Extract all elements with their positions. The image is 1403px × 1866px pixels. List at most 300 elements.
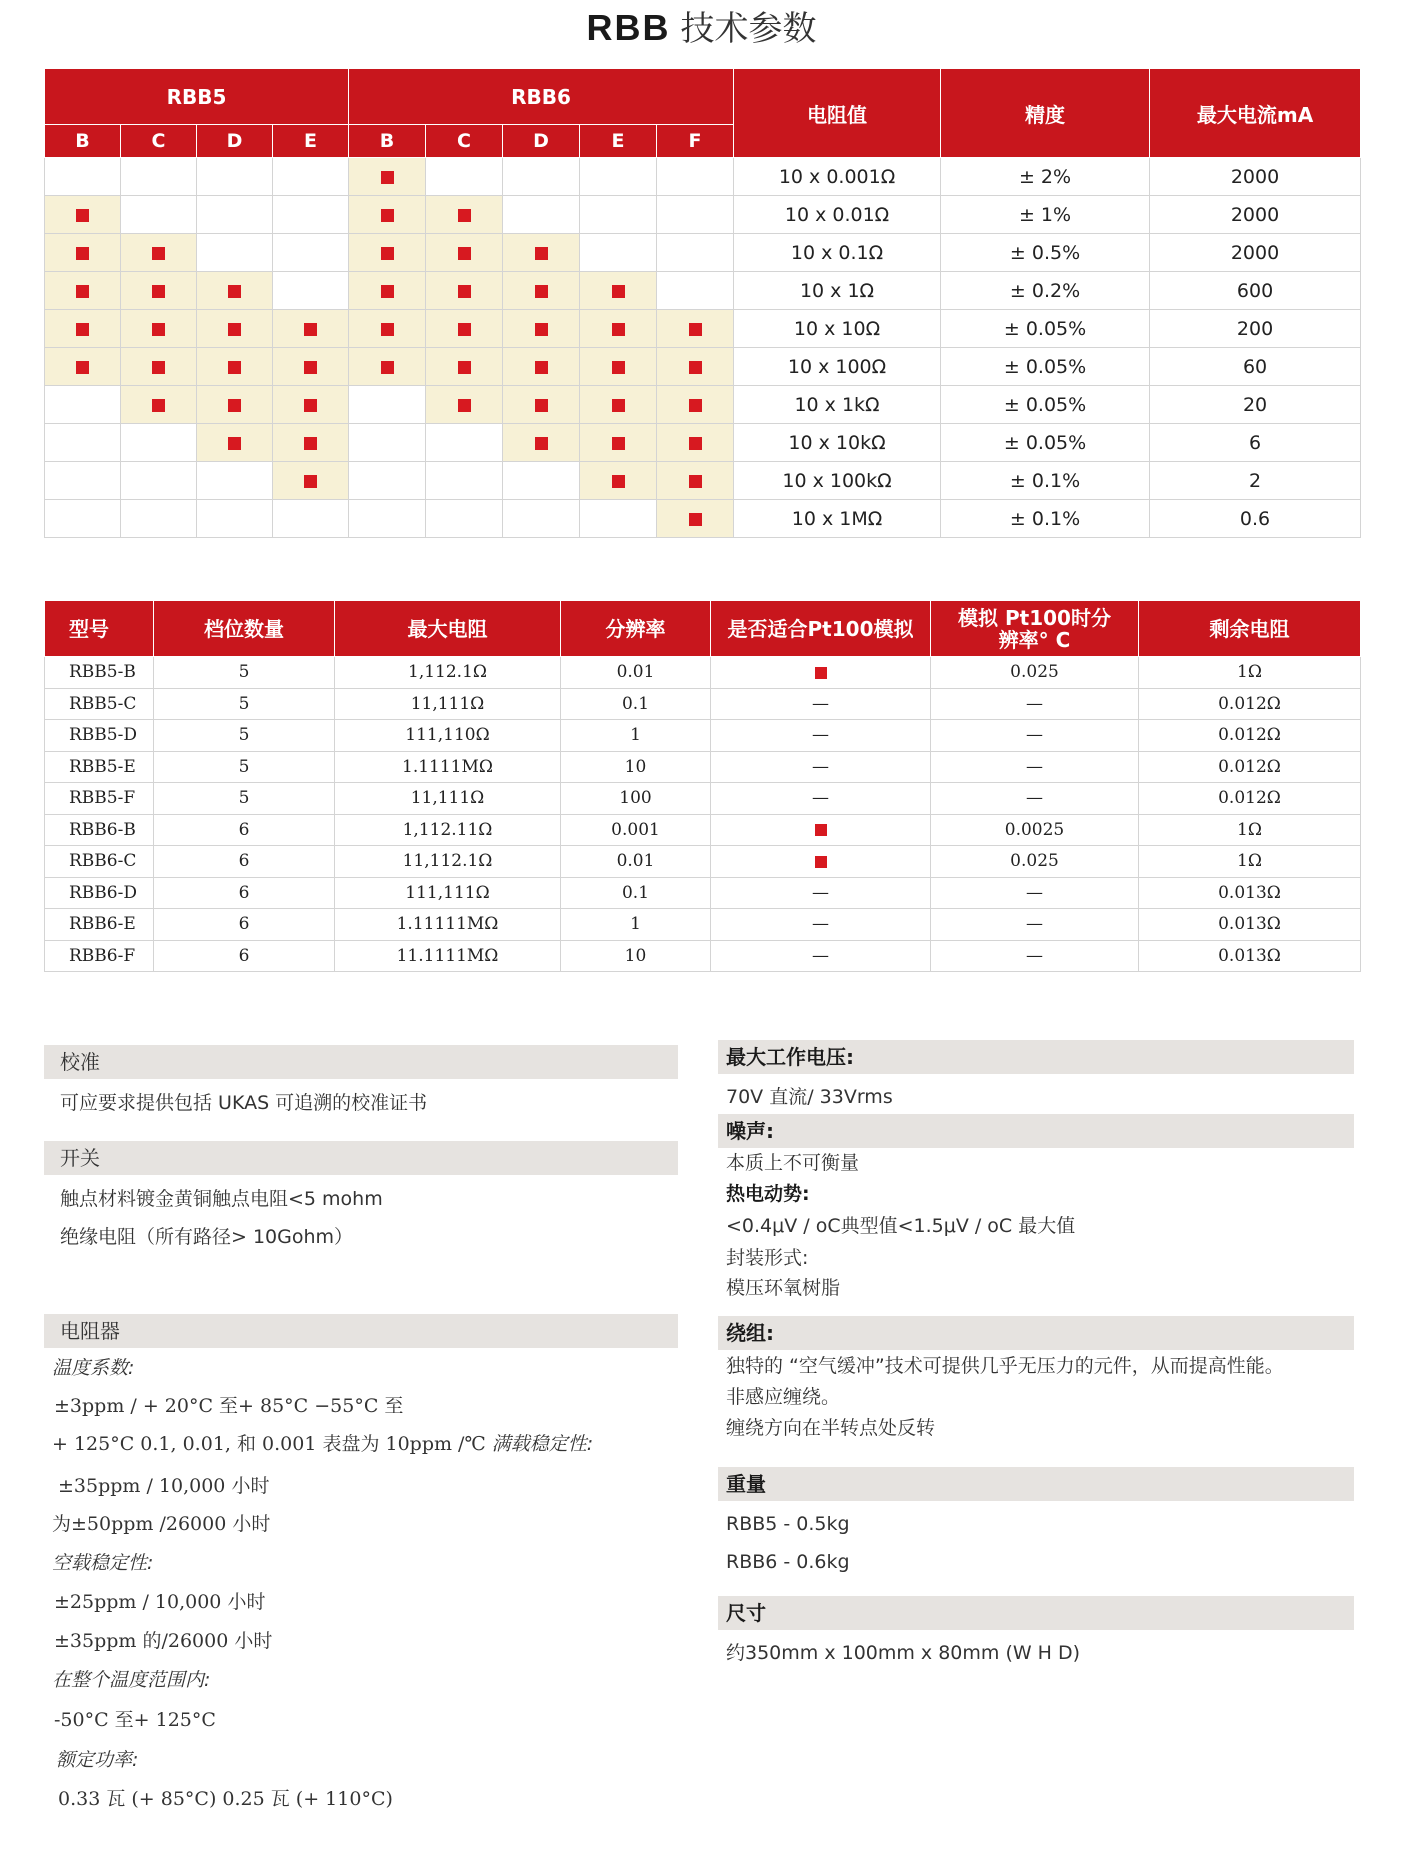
available-marker-icon xyxy=(458,209,471,222)
availability-cell xyxy=(580,424,657,462)
available-marker-icon xyxy=(612,285,625,298)
resolution-cell: 1 xyxy=(561,720,711,752)
table-row xyxy=(45,500,1361,538)
pt100-resolution-cell: 0.025 xyxy=(931,846,1139,878)
table-row xyxy=(45,909,1361,941)
accuracy-value: ± 0.5% xyxy=(941,234,1150,272)
availability-cell xyxy=(197,424,273,462)
availability-cell xyxy=(273,234,349,272)
table-row xyxy=(45,846,1361,878)
thermal-emf-text: <0.4μV / oC典型值<1.5μV / oC 最大值 xyxy=(726,1215,1076,1237)
max-current-value: 200 xyxy=(1150,310,1361,348)
availability-cell xyxy=(197,158,273,196)
switch-section-title: 开关 xyxy=(44,1141,678,1175)
availability-cell xyxy=(580,310,657,348)
availability-cell xyxy=(45,234,121,272)
availability-cell xyxy=(197,196,273,234)
available-marker-icon xyxy=(612,399,625,412)
available-marker-icon xyxy=(304,361,317,374)
available-marker-icon xyxy=(458,361,471,374)
availability-cell xyxy=(197,386,273,424)
winding-section-title: 绕组: xyxy=(718,1316,1354,1350)
table-row xyxy=(45,234,1361,272)
table-row xyxy=(45,158,1361,196)
max-current-value: 2 xyxy=(1150,462,1361,500)
availability-cell xyxy=(426,272,503,310)
switch-line-1: 触点材料镀金黄铜触点电阻<5 mohm xyxy=(60,1188,383,1210)
title-brand: RBB xyxy=(586,7,671,48)
max-resistance-cell: 11.1111MΩ xyxy=(335,940,561,972)
max-resistance-cell: 1,112.11Ω xyxy=(335,814,561,846)
availability-cell xyxy=(45,196,121,234)
availability-cell xyxy=(273,500,349,538)
availability-cell xyxy=(45,158,121,196)
residual-resistance-cell: 0.012Ω xyxy=(1139,751,1361,783)
pt100-resolution-cell: — xyxy=(931,688,1139,720)
availability-cell xyxy=(503,272,580,310)
available-marker-icon xyxy=(612,323,625,336)
pt100-suitable-cell: — xyxy=(711,720,931,752)
rbb5-col-header: B xyxy=(45,125,121,158)
availability-cell xyxy=(273,272,349,310)
availability-cell xyxy=(349,424,426,462)
availability-cell xyxy=(197,272,273,310)
max-resistance-cell: 1,112.1Ω xyxy=(335,657,561,689)
available-marker-icon xyxy=(228,399,241,412)
available-marker-icon xyxy=(612,475,625,488)
available-marker-icon xyxy=(152,285,165,298)
pt100-suitable-cell xyxy=(711,846,931,878)
resistance-value: 10 x 100Ω xyxy=(734,348,941,386)
availability-cell xyxy=(349,462,426,500)
availability-cell xyxy=(426,500,503,538)
availability-cell xyxy=(426,234,503,272)
pt100-suitable-cell: — xyxy=(711,909,931,941)
availability-cell xyxy=(121,234,197,272)
available-marker-icon xyxy=(76,285,89,298)
package-text: 模压环氧树脂 xyxy=(726,1277,841,1299)
rbb6-col-header: B xyxy=(349,125,426,158)
temp-range-value: -50°C 至+ 125°C xyxy=(54,1709,216,1731)
rated-power-label: 额定功率: xyxy=(56,1749,139,1771)
steps-cell: 5 xyxy=(154,657,335,689)
resolution-cell: 0.1 xyxy=(561,877,711,909)
model-cell: RBB5-C xyxy=(45,688,154,720)
no-load-stability-line-1: ±25ppm / 10,000 小时 xyxy=(54,1591,266,1613)
accuracy-value: ± 2% xyxy=(941,158,1150,196)
model-cell: RBB5-B xyxy=(45,657,154,689)
available-marker-icon xyxy=(612,437,625,450)
pt100-resolution-cell: — xyxy=(931,783,1139,815)
available-marker-icon xyxy=(381,171,394,184)
available-marker-icon xyxy=(152,399,165,412)
steps-cell: 5 xyxy=(154,688,335,720)
winding-line-1: 独特的 “空气缓冲”技术可提供几乎无压力的元件，从而提高性能。 xyxy=(726,1355,1284,1377)
availability-cell xyxy=(657,424,734,462)
pt100-suitable-cell: — xyxy=(711,688,931,720)
resolution-cell: 0.01 xyxy=(561,846,711,878)
accuracy-value: ± 0.05% xyxy=(941,310,1150,348)
available-marker-icon xyxy=(689,437,702,450)
max-resistance-cell: 1.11111MΩ xyxy=(335,909,561,941)
model-cell: RBB6-D xyxy=(45,877,154,909)
resistance-value: 10 x 0.01Ω xyxy=(734,196,941,234)
full-load-stability-line-2: 为±50ppm /26000 小时 xyxy=(52,1513,271,1535)
availability-cell xyxy=(121,386,197,424)
pt100-suitable-cell: — xyxy=(711,783,931,815)
resistor-section-title: 电阻器 xyxy=(44,1314,678,1348)
model-cell: RBB6-B xyxy=(45,814,154,846)
size-text xyxy=(726,1640,1080,1666)
available-marker-icon xyxy=(304,323,317,336)
availability-cell xyxy=(273,462,349,500)
temp-coefficient-line-2-text: + 125°C 0.1, 0.01, 和 0.001 表盘为 10ppm /℃ xyxy=(52,1433,492,1455)
available-marker-icon xyxy=(458,323,471,336)
pt100-suitable-cell xyxy=(711,814,931,846)
available-marker-icon xyxy=(76,361,89,374)
no-load-stability-label: 空载稳定性: xyxy=(52,1552,154,1574)
availability-cell xyxy=(197,234,273,272)
resistance-value: 10 x 1Ω xyxy=(734,272,941,310)
availability-cell xyxy=(349,386,426,424)
availability-cell xyxy=(580,234,657,272)
pt100-suitable-marker-icon xyxy=(815,824,827,836)
steps-cell: 5 xyxy=(154,751,335,783)
availability-cell xyxy=(273,158,349,196)
availability-cell xyxy=(121,348,197,386)
table-row xyxy=(45,814,1361,846)
residual-resistance-cell: 0.013Ω xyxy=(1139,909,1361,941)
availability-cell xyxy=(273,386,349,424)
thermal-emf-title: 热电动势: xyxy=(726,1183,810,1205)
table-row xyxy=(45,751,1361,783)
availability-cell xyxy=(503,500,580,538)
available-marker-icon xyxy=(304,475,317,488)
availability-cell xyxy=(426,424,503,462)
pt100-resolution-cell: 0.0025 xyxy=(931,814,1139,846)
available-marker-icon xyxy=(304,399,317,412)
pt100-suitable-cell xyxy=(711,657,931,689)
availability-cell xyxy=(657,272,734,310)
switch-contact-text xyxy=(60,1186,383,1212)
model-cell: RBB6-C xyxy=(45,846,154,878)
pt100-suitable-marker-icon xyxy=(815,667,827,679)
resistance-value: 10 x 10Ω xyxy=(734,310,941,348)
accuracy-value: ± 0.05% xyxy=(941,386,1150,424)
available-marker-icon xyxy=(152,361,165,374)
max-current-value: 2000 xyxy=(1150,196,1361,234)
available-marker-icon xyxy=(612,361,625,374)
availability-cell xyxy=(503,386,580,424)
residual-resistance-header: 剩余电阻 xyxy=(1139,601,1361,657)
max-voltage-text: 70V 直流/ 33Vrms xyxy=(726,1086,893,1108)
resolution-cell: 0.01 xyxy=(561,657,711,689)
residual-resistance-cell: 0.013Ω xyxy=(1139,940,1361,972)
model-cell: RBB6-E xyxy=(45,909,154,941)
winding-line-3: 缠绕方向在半转点处反转 xyxy=(726,1417,936,1439)
pt100-resolution-header: 模拟 Pt100时分辨率° C xyxy=(931,601,1139,657)
availability-cell xyxy=(273,424,349,462)
available-marker-icon xyxy=(689,323,702,336)
model-cell: RBB6-F xyxy=(45,940,154,972)
available-marker-icon xyxy=(535,247,548,260)
table-row xyxy=(45,196,1361,234)
steps-cell: 6 xyxy=(154,846,335,878)
pt100-suitable-marker-icon xyxy=(815,856,827,868)
steps-cell: 6 xyxy=(154,877,335,909)
pt100-resolution-cell: — xyxy=(931,720,1139,752)
table-row xyxy=(45,940,1361,972)
max-resistance-cell: 11,112.1Ω xyxy=(335,846,561,878)
table-row xyxy=(45,877,1361,909)
availability-cell xyxy=(197,310,273,348)
available-marker-icon xyxy=(458,285,471,298)
rbb6-col-header: C xyxy=(426,125,503,158)
table-row xyxy=(45,688,1361,720)
available-marker-icon xyxy=(228,323,241,336)
switch-insulation-text: 绝缘电阻（所有路径> 10Gohm） xyxy=(60,1226,354,1248)
available-marker-icon xyxy=(689,475,702,488)
page-title xyxy=(0,6,1403,51)
availability-cell xyxy=(45,272,121,310)
steps-cell: 5 xyxy=(154,720,335,752)
residual-resistance-cell: 1Ω xyxy=(1139,657,1361,689)
available-marker-icon xyxy=(535,399,548,412)
weight-rbb5: RBB5 - 0.5kg xyxy=(726,1513,850,1535)
group-rbb6-header: RBB6 xyxy=(349,69,734,125)
max-current-value: 2000 xyxy=(1150,158,1361,196)
residual-resistance-cell: 1Ω xyxy=(1139,814,1361,846)
availability-cell xyxy=(426,196,503,234)
availability-cell xyxy=(45,348,121,386)
rbb5-col-header: C xyxy=(121,125,197,158)
availability-cell xyxy=(197,462,273,500)
available-marker-icon xyxy=(381,361,394,374)
accuracy-value: ± 0.05% xyxy=(941,424,1150,462)
model-spec-table xyxy=(44,600,1361,972)
steps-cell: 6 xyxy=(154,940,335,972)
max-current-value: 600 xyxy=(1150,272,1361,310)
available-marker-icon xyxy=(535,323,548,336)
availability-cell xyxy=(657,234,734,272)
availability-cell xyxy=(426,310,503,348)
temp-range-label: 在整个温度范围内: xyxy=(52,1669,211,1691)
size-section-title: 尺寸 xyxy=(718,1596,1354,1630)
availability-cell xyxy=(349,500,426,538)
table-row xyxy=(45,272,1361,310)
available-marker-icon xyxy=(381,209,394,222)
availability-cell xyxy=(580,196,657,234)
model-header: 型号 xyxy=(45,601,154,657)
steps-cell: 5 xyxy=(154,783,335,815)
availability-cell xyxy=(121,500,197,538)
availability-cell xyxy=(503,310,580,348)
rbb6-col-header: F xyxy=(657,125,734,158)
model-cell: RBB5-F xyxy=(45,783,154,815)
calibration-text: 可应要求提供包括 UKAS 可追溯的校准证书 xyxy=(60,1092,428,1114)
availability-cell xyxy=(580,158,657,196)
availability-cell xyxy=(657,196,734,234)
availability-cell xyxy=(273,196,349,234)
resolution-cell: 1 xyxy=(561,909,711,941)
resolution-cell: 0.1 xyxy=(561,688,711,720)
pt100-resolution-cell: — xyxy=(931,751,1139,783)
available-marker-icon xyxy=(76,209,89,222)
accuracy-value: ± 0.1% xyxy=(941,462,1150,500)
steps-cell: 6 xyxy=(154,909,335,941)
availability-cell xyxy=(45,310,121,348)
steps-header: 档位数量 xyxy=(154,601,335,657)
max-resistance-cell: 111,110Ω xyxy=(335,720,561,752)
accuracy-header: 精度 xyxy=(941,69,1150,158)
availability-cell xyxy=(197,348,273,386)
accuracy-value: ± 1% xyxy=(941,196,1150,234)
accuracy-value: ± 0.2% xyxy=(941,272,1150,310)
max-resistance-cell: 1.1111MΩ xyxy=(335,751,561,783)
availability-cell xyxy=(349,158,426,196)
pt100-resolution-cell: — xyxy=(931,909,1139,941)
max-voltage-section-title: 最大工作电压: xyxy=(718,1040,1354,1074)
resolution-cell: 100 xyxy=(561,783,711,815)
resistance-value: 10 x 0.1Ω xyxy=(734,234,941,272)
available-marker-icon xyxy=(152,323,165,336)
rbb6-col-header: D xyxy=(503,125,580,158)
pt100-suitable-cell: — xyxy=(711,751,931,783)
resolution-header: 分辨率 xyxy=(561,601,711,657)
availability-cell xyxy=(349,348,426,386)
table-row xyxy=(45,310,1361,348)
availability-cell xyxy=(657,158,734,196)
rbb5-col-header: E xyxy=(273,125,349,158)
max-resistance-cell: 111,111Ω xyxy=(335,877,561,909)
temp-coefficient-line-1: ±3ppm / + 20°C 至+ 85°C −55°C 至 xyxy=(54,1395,404,1417)
table-row xyxy=(45,657,1361,689)
max-current-header: 最大电流mA xyxy=(1150,69,1361,158)
resistance-value: 10 x 10kΩ xyxy=(734,424,941,462)
availability-cell xyxy=(349,310,426,348)
availability-cell xyxy=(349,234,426,272)
available-marker-icon xyxy=(535,361,548,374)
available-marker-icon xyxy=(535,285,548,298)
residual-resistance-cell: 0.013Ω xyxy=(1139,877,1361,909)
available-marker-icon xyxy=(304,437,317,450)
availability-cell xyxy=(121,462,197,500)
winding-line-2: 非感应缠绕。 xyxy=(726,1386,841,1408)
model-cell: RBB5-D xyxy=(45,720,154,752)
steps-cell: 6 xyxy=(154,814,335,846)
availability-cell xyxy=(426,462,503,500)
accuracy-value: ± 0.05% xyxy=(941,348,1150,386)
resistance-selection-table xyxy=(44,68,1361,538)
temp-coefficient-line-2 xyxy=(52,1431,593,1457)
max-resistance-cell: 11,111Ω xyxy=(335,688,561,720)
availability-cell xyxy=(503,424,580,462)
available-marker-icon xyxy=(228,285,241,298)
available-marker-icon xyxy=(458,399,471,412)
max-current-value: 60 xyxy=(1150,348,1361,386)
table-row xyxy=(45,462,1361,500)
title-text: 技术参数 xyxy=(680,9,817,49)
availability-cell xyxy=(580,500,657,538)
availability-cell xyxy=(657,348,734,386)
availability-cell xyxy=(657,310,734,348)
pt100-suitable-header: 是否适合Pt100模拟 xyxy=(711,601,931,657)
full-load-stability-line-1: ±35ppm / 10,000 小时 xyxy=(58,1475,270,1497)
table-row xyxy=(45,424,1361,462)
resistance-value: 10 x 1kΩ xyxy=(734,386,941,424)
weight-rbb6: RBB6 - 0.6kg xyxy=(726,1551,850,1573)
noise-section-title: 噪声: xyxy=(718,1114,1354,1148)
max-current-value: 2000 xyxy=(1150,234,1361,272)
pt100-resolution-cell: — xyxy=(931,877,1139,909)
no-load-stability-line-2: ±35ppm 的/26000 小时 xyxy=(54,1630,273,1652)
availability-cell xyxy=(45,462,121,500)
residual-resistance-cell: 0.012Ω xyxy=(1139,720,1361,752)
availability-cell xyxy=(580,462,657,500)
rbb6-col-header: E xyxy=(580,125,657,158)
rated-power-value: 0.33 瓦 (+ 85°C) 0.25 瓦 (+ 110°C) xyxy=(58,1788,393,1810)
availability-cell xyxy=(657,500,734,538)
availability-cell xyxy=(503,462,580,500)
weight-section-title: 重量 xyxy=(718,1467,1354,1501)
pt100-suitable-cell: — xyxy=(711,940,931,972)
availability-cell xyxy=(426,348,503,386)
resistance-header: 电阻值 xyxy=(734,69,941,158)
resistance-value: 10 x 0.001Ω xyxy=(734,158,941,196)
availability-cell xyxy=(121,424,197,462)
model-cell: RBB5-E xyxy=(45,751,154,783)
availability-cell xyxy=(121,196,197,234)
resistance-value: 10 x 1MΩ xyxy=(734,500,941,538)
available-marker-icon xyxy=(535,437,548,450)
rbb5-col-header: D xyxy=(197,125,273,158)
available-marker-icon xyxy=(381,323,394,336)
resolution-cell: 10 xyxy=(561,940,711,972)
availability-cell xyxy=(503,158,580,196)
available-marker-icon xyxy=(76,323,89,336)
temp-coefficient-label: 温度系数: xyxy=(52,1357,135,1379)
availability-cell xyxy=(349,196,426,234)
available-marker-icon xyxy=(228,437,241,450)
table-row xyxy=(45,386,1361,424)
table-row xyxy=(45,783,1361,815)
availability-cell xyxy=(349,272,426,310)
pt100-resolution-cell: 0.025 xyxy=(931,657,1139,689)
resistance-value: 10 x 100kΩ xyxy=(734,462,941,500)
availability-cell xyxy=(45,386,121,424)
availability-cell xyxy=(45,500,121,538)
package-label: 封装形式: xyxy=(726,1247,809,1269)
availability-cell xyxy=(121,158,197,196)
max-current-value: 6 xyxy=(1150,424,1361,462)
availability-cell xyxy=(657,386,734,424)
residual-resistance-cell: 1Ω xyxy=(1139,846,1361,878)
availability-cell xyxy=(503,348,580,386)
pt100-suitable-cell: — xyxy=(711,877,931,909)
availability-cell xyxy=(45,424,121,462)
availability-cell xyxy=(273,348,349,386)
available-marker-icon xyxy=(152,247,165,260)
availability-cell xyxy=(580,386,657,424)
max-current-value: 20 xyxy=(1150,386,1361,424)
calibration-section-title: 校准 xyxy=(44,1045,678,1079)
resolution-cell: 0.001 xyxy=(561,814,711,846)
available-marker-icon xyxy=(689,399,702,412)
max-current-value: 0.6 xyxy=(1150,500,1361,538)
noise-text: 本质上不可衡量 xyxy=(726,1152,860,1174)
resolution-cell: 10 xyxy=(561,751,711,783)
availability-cell xyxy=(503,234,580,272)
